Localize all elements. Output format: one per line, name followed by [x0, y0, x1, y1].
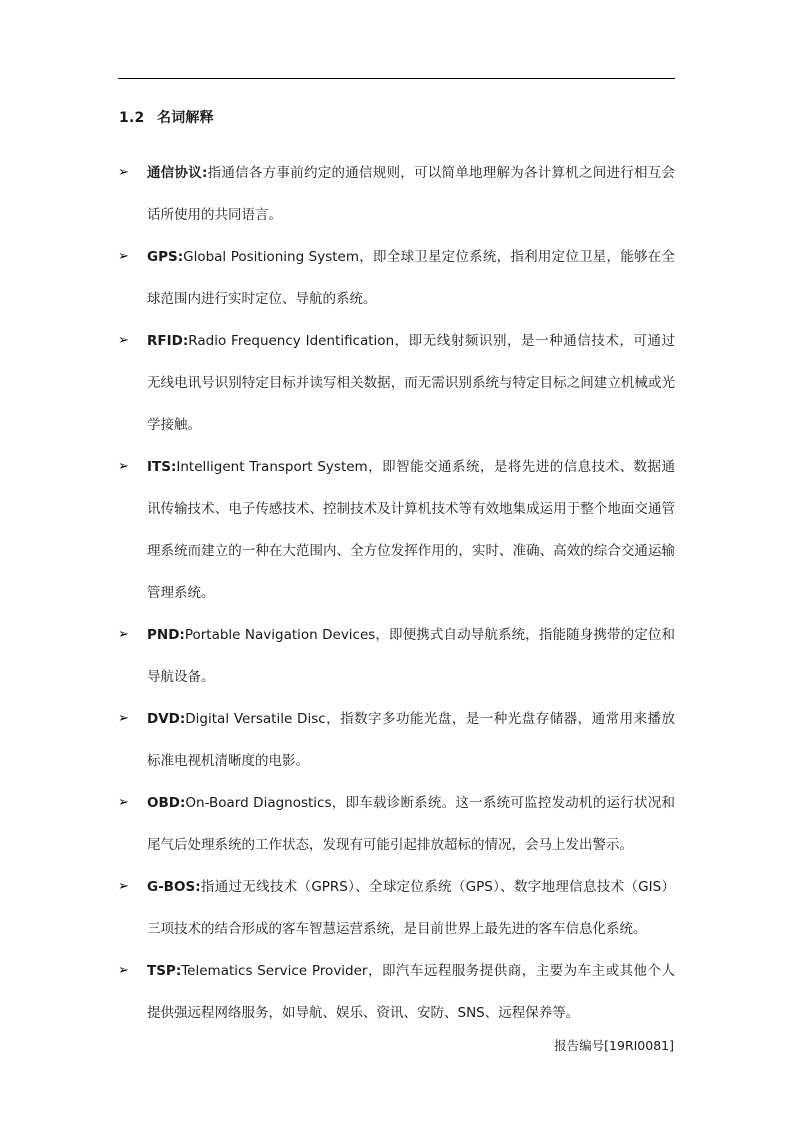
glossary-definition: Radio Frequency Identification，即无线射频识别，是一种通信技术，可通过无线电讯号识别特定目标并读写相关数据，而无需识别系统与特定目标之间建立机械或光学接触。: [147, 333, 675, 433]
glossary-term: ITS: [147, 459, 171, 475]
glossary-term: G-BOS: [147, 879, 196, 895]
arrow-bullet-icon: ➢: [118, 459, 129, 474]
arrow-bullet-icon: ➢: [118, 333, 129, 348]
glossary-term: 通信协议: [147, 165, 203, 181]
glossary-term: GPS: [147, 249, 178, 265]
glossary-definition: Portable Navigation Devices，即便携式自动导航系统，指能随身携带的定位和导航设备。: [147, 627, 675, 685]
arrow-bullet-icon: ➢: [118, 627, 129, 642]
glossary-item-its: [118, 446, 675, 614]
glossary-item-dvd: [118, 698, 675, 782]
glossary-item-gps: [118, 236, 675, 320]
arrow-bullet-icon: ➢: [118, 879, 129, 894]
term-colon: :: [195, 879, 201, 895]
term-colon: :: [175, 963, 182, 979]
glossary-list: [118, 152, 675, 1034]
glossary-definition: 指通信各方事前约定的通信规则，可以简单地理解为各计算机之间进行相互会话所使用的共同语言。: [147, 165, 676, 223]
glossary-definition: Telematics Service Provider，即汽车远程服务提供商，主要为车主或其他个人提供强远程网络服务，如导航、娱乐、资讯、安防、SNS、远程保养等。: [147, 963, 675, 1021]
glossary-term: PND: [147, 627, 180, 643]
arrow-bullet-icon: ➢: [118, 963, 129, 978]
glossary-definition: Global Positioning System，即全球卫星定位系统，指利用定位卫星，能够在全球范围内进行实时定位、导航的系统。: [147, 249, 675, 307]
glossary-definition: Intelligent Transport System，即智能交通系统，是将先进的信息技术、数据通讯传输技术、电子传感技术、控制技术及计算机技术等有效地集成运用于整个地面交通管理系统而建立的一种在大范围内、全方位发挥作用的，实时、准确、高效的综合交通运输管理系统。: [147, 459, 675, 601]
section-number: 1.2: [119, 110, 145, 126]
glossary-definition: Digital Versatile Disc，指数字多功能光盘，是一种光盘存储器，通常用来播放标准电视机清晰度的电影。: [147, 711, 675, 769]
glossary-item-g-bos: [118, 866, 675, 950]
arrow-bullet-icon: ➢: [118, 795, 129, 810]
term-colon: :: [170, 459, 177, 475]
glossary-item-tsp: [118, 950, 675, 1034]
glossary-term: TSP: [147, 963, 176, 979]
glossary-term: OBD: [147, 795, 180, 811]
arrow-bullet-icon: ➢: [118, 165, 129, 180]
glossary-item-obd: [118, 782, 675, 866]
glossary-item-pnd: [118, 614, 675, 698]
glossary-term: RFID: [147, 333, 183, 349]
arrow-bullet-icon: ➢: [118, 249, 129, 264]
glossary-definition: 指通过无线技术（GPRS）、全球定位系统（GPS）、数字地理信息技术（GIS）三项技术的结合形成的客车智慧运营系统，是目前世界上最先进的客车信息化系统。: [147, 879, 675, 937]
report-number: 报告编号[19RI0081]: [554, 1038, 674, 1053]
term-colon: :: [177, 249, 184, 265]
arrow-bullet-icon: ➢: [118, 711, 129, 726]
term-colon: :: [179, 627, 185, 643]
header-rule: [118, 78, 675, 79]
section-title: 名词解释: [157, 110, 214, 126]
term-colon: :: [202, 165, 208, 181]
glossary-item-communication-protocol: [118, 152, 675, 236]
section-heading: [119, 107, 214, 127]
glossary-term: DVD: [147, 711, 180, 727]
glossary-item-rfid: [118, 320, 675, 446]
term-colon: :: [179, 711, 186, 727]
term-colon: :: [179, 795, 186, 811]
term-colon: :: [182, 333, 189, 349]
glossary-definition: On-Board Diagnostics，即车载诊断系统。这一系统可监控发动机的运行状况和尾气后处理系统的工作状态，发现有可能引起排放超标的情况，会马上发出警示。: [147, 795, 675, 853]
